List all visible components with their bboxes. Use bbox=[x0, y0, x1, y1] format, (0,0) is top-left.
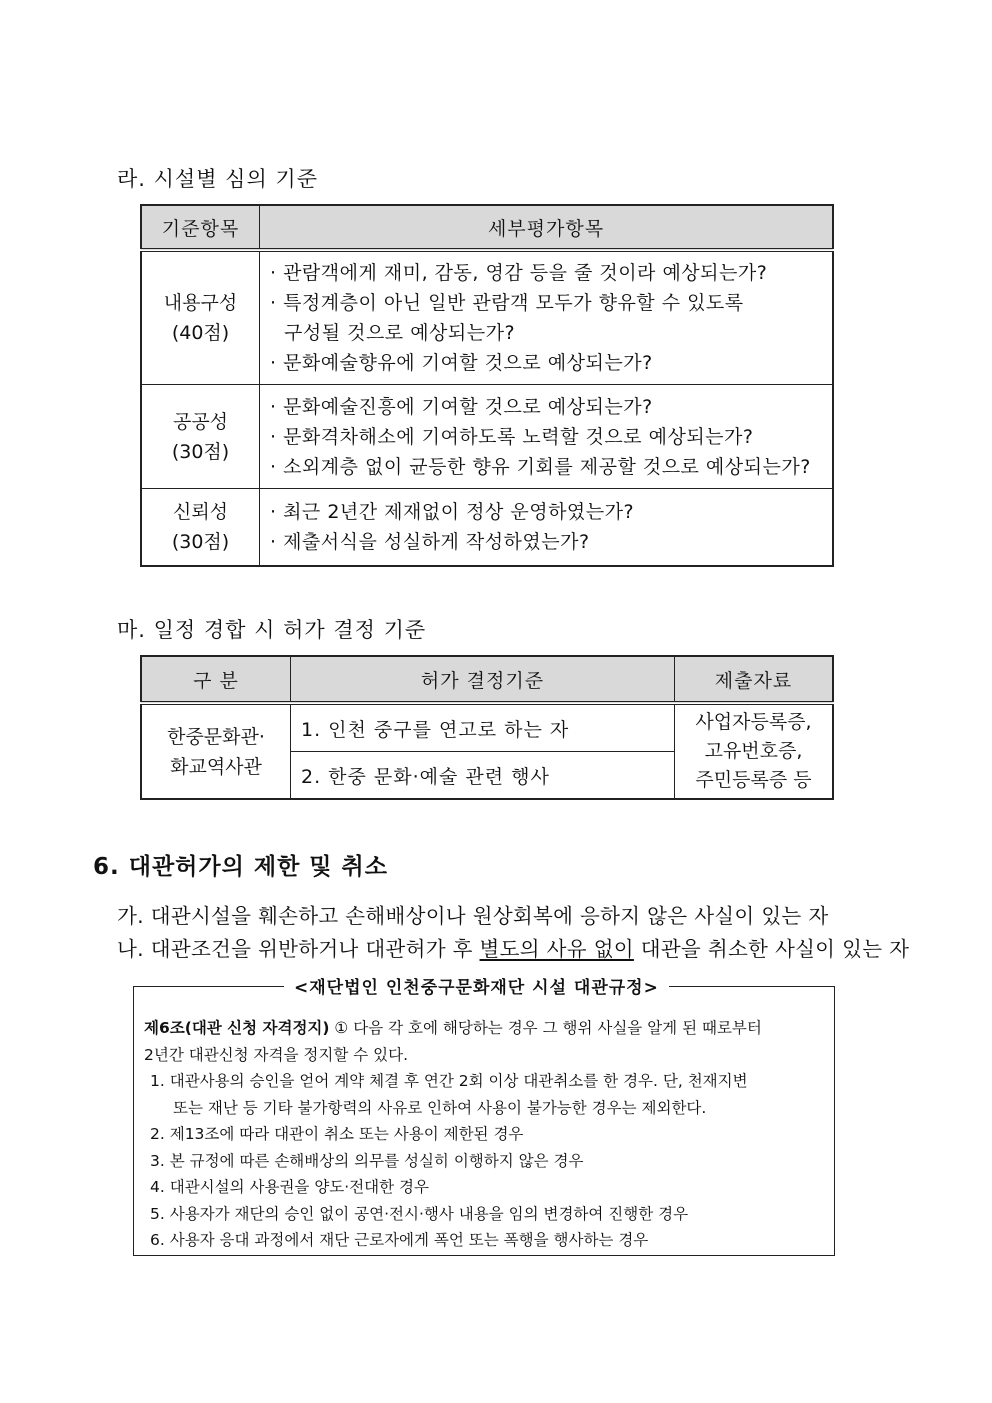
document-line: 주민등록증 등 bbox=[695, 769, 812, 791]
table-row bbox=[141, 489, 833, 566]
permit-criterion: 2. 한중 문화·예술 관련 행사 bbox=[291, 752, 675, 800]
paragraph-na-underlined: 별도의 사유 없이 bbox=[479, 937, 634, 961]
permit-criterion: 1. 인천 중구를 연고로 하는 자 bbox=[291, 703, 675, 752]
detail-item-continuation: 구성될 것으로 예상되는가? bbox=[284, 322, 516, 344]
review-criteria-table bbox=[140, 204, 834, 567]
table-row bbox=[141, 385, 833, 489]
section-6-heading: 6. 대관허가의 제한 및 취소 bbox=[93, 854, 388, 880]
detail-item: · 문화예술진흥에 기여할 것으로 예상되는가? bbox=[270, 395, 653, 418]
detail-item: · 문화격차해소에 기여하도록 노력할 것으로 예상되는가? bbox=[270, 425, 754, 448]
regulation-box-title: <재단법인 인천중구문화재단 시설 대관규정> bbox=[284, 973, 669, 998]
category-line: 화교역사관 bbox=[170, 755, 262, 778]
paragraph-ga: 가. 대관시설을 훼손하고 손해배상이나 원상회복에 응하지 않은 사실이 있는 자 bbox=[117, 904, 829, 928]
regulation-item: 1. 대관사용의 승인을 얻어 계약 체결 후 연간 2회 이상 대관취소를 한 경우. 단, 천재지변 bbox=[150, 1072, 748, 1090]
criterion-cell bbox=[141, 250, 260, 385]
table-header-documents: 제출자료 bbox=[675, 656, 834, 703]
criterion-cell bbox=[141, 385, 260, 489]
detail-item: · 제출서식을 성실하게 작성하였는가? bbox=[270, 530, 590, 553]
detail-item: · 최근 2년간 제재없이 정상 운영하였는가? bbox=[270, 500, 635, 523]
table-header-category: 구 분 bbox=[141, 656, 291, 703]
criterion-name: 내용구성 bbox=[163, 292, 238, 314]
regulation-body bbox=[144, 1015, 762, 1254]
table-row bbox=[141, 703, 833, 752]
regulation-item: 4. 대관시설의 사용권을 양도·전대한 경우 bbox=[150, 1178, 429, 1196]
paragraph-na bbox=[117, 932, 909, 962]
schedule-conflict-table bbox=[140, 655, 834, 800]
article-text: ① 다음 각 호에 해당하는 경우 그 행위 사실을 알게 된 때로부터 bbox=[329, 1019, 762, 1037]
detail-item: · 특정계층이 아닌 일반 관람객 모두가 향유할 수 있도록 bbox=[270, 292, 744, 314]
detail-item: · 관람객에게 재미, 감동, 영감 등을 줄 것이라 예상되는가? bbox=[270, 262, 768, 284]
table-header-criterion: 기준항목 bbox=[141, 205, 260, 250]
document-line: 사업자등록증, bbox=[695, 711, 812, 733]
table-row bbox=[141, 250, 833, 385]
detail-cell bbox=[260, 385, 834, 489]
table-header-detail: 세부평가항목 bbox=[260, 205, 834, 250]
criterion-name: 신뢰성 bbox=[172, 500, 229, 523]
paragraph-na-text: 대관을 취소한 사실이 있는 자 bbox=[633, 937, 910, 961]
section-ma-heading: 마. 일정 경합 시 허가 결정 기준 bbox=[117, 618, 427, 642]
documents-cell bbox=[675, 703, 834, 799]
criterion-name: 공공성 bbox=[172, 410, 229, 433]
category-line: 한중문화관· bbox=[167, 725, 265, 748]
regulation-item: 3. 본 규정에 따른 손해배상의 의무를 성실히 이행하지 않은 경우 bbox=[150, 1151, 584, 1170]
document-line: 고유번호증, bbox=[704, 740, 803, 762]
article-label: 제6조(대관 신청 자격정지) bbox=[144, 1019, 330, 1037]
regulation-box bbox=[133, 978, 835, 1256]
article-line: 2년간 대관신청 자격을 정지할 수 있다. bbox=[144, 1045, 409, 1064]
paragraph-na-text: 나. 대관조건을 위반하거나 대관허가 후 bbox=[117, 937, 480, 961]
regulation-item: 5. 사용자가 재단의 승인 없이 공연·전시·행사 내용을 임의 변경하여 진행한 경우 bbox=[150, 1204, 689, 1223]
detail-item: · 소외계층 없이 균등한 향유 기회를 제공할 것으로 예상되는가? bbox=[270, 455, 811, 478]
regulation-item-continuation: 또는 재난 등 기타 불가항력의 사유로 인하여 사용이 불가능한 경우는 제외한다. bbox=[173, 1098, 707, 1117]
detail-cell bbox=[260, 250, 834, 385]
criterion-score: (30점) bbox=[171, 440, 230, 463]
regulation-item: 6. 사용자 응대 과정에서 재단 근로자에게 폭언 또는 폭행을 행사하는 경우 bbox=[150, 1231, 649, 1249]
criterion-score: (40점) bbox=[171, 322, 230, 344]
criterion-score: (30점) bbox=[171, 530, 230, 553]
article-line bbox=[144, 1015, 762, 1042]
section-ra-heading: 라. 시설별 심의 기준 bbox=[117, 167, 318, 191]
table-header-permit-criteria: 허가 결정기준 bbox=[291, 656, 675, 703]
criterion-cell bbox=[141, 489, 260, 566]
detail-cell bbox=[260, 489, 834, 566]
category-cell bbox=[141, 703, 291, 799]
detail-item: · 문화예술향유에 기여할 것으로 예상되는가? bbox=[270, 352, 653, 374]
regulation-item: 2. 제13조에 따라 대관이 취소 또는 사용이 제한된 경우 bbox=[150, 1125, 524, 1143]
